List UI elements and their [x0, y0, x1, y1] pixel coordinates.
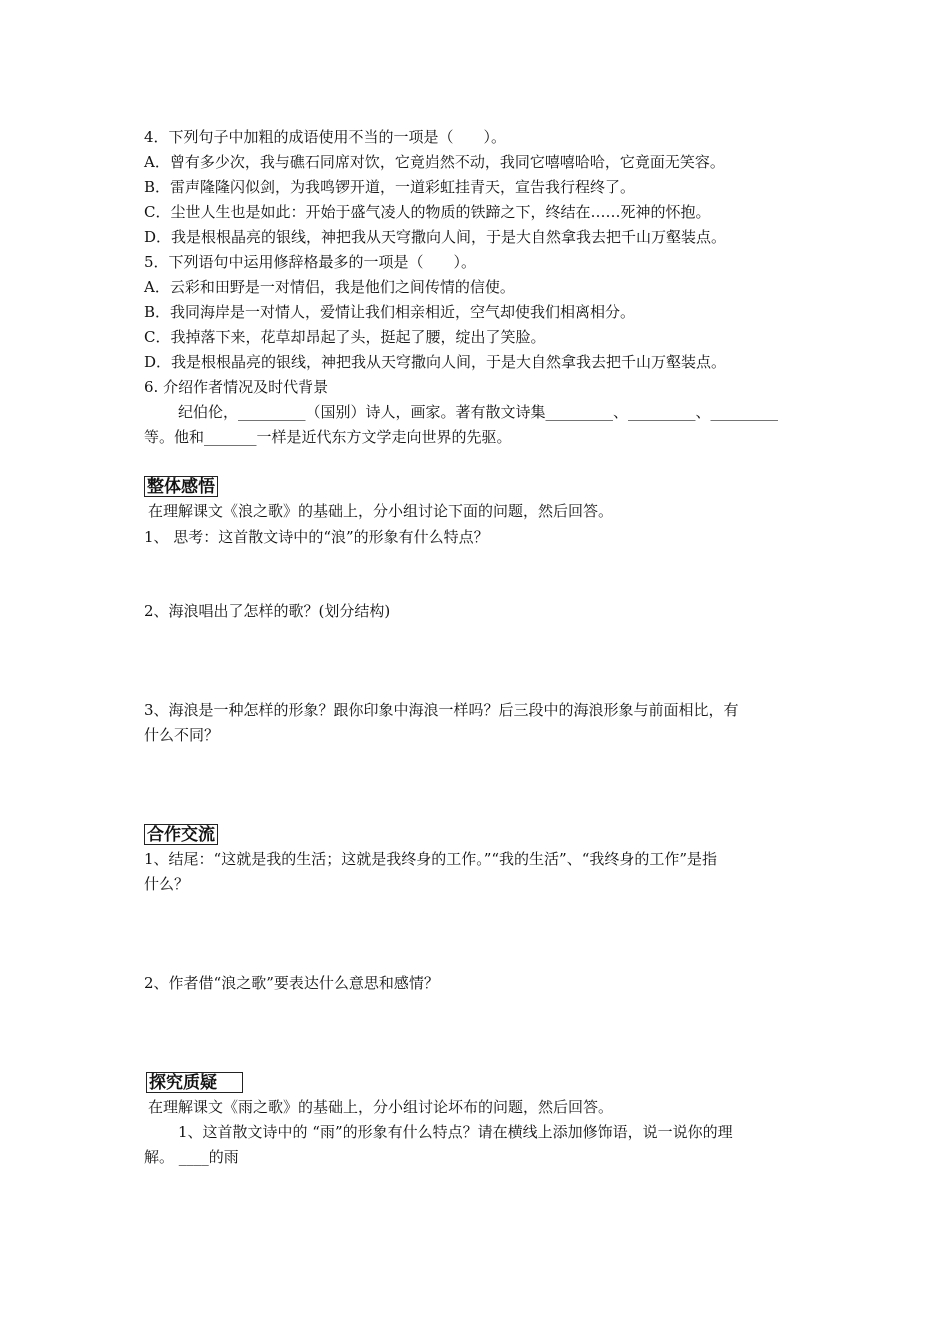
section2-question-2: 2、作者借“浪之歌”要表达什么意思和感情？ — [144, 974, 439, 992]
q5-option-a: A．云彩和田野是一对情侣，我是他们之间传情的信使。 — [144, 278, 515, 296]
section-heading-cooperation: 合作交流 — [144, 824, 218, 845]
section1-question-1: 1、 思考：这首散文诗中的“浪”的形象有什么特点？ — [144, 528, 489, 546]
q6-fill-line-2: 等。他和_______一样是近代东方文学走向世界的先驱。 — [144, 428, 512, 446]
section1-question-3-line-2: 什么不同？ — [144, 726, 220, 744]
q5-stem: 5．下列语句中运用修辞格最多的一项是（ ）。 — [144, 253, 477, 271]
section1-question-3-line-1: 3、海浪是一种怎样的形象？跟你印象中海浪一样吗？后三段中的海浪形象与前面相比，有 — [144, 701, 739, 719]
section2-question-1-line-2: 什么？ — [144, 875, 190, 893]
q4-option-c: C．尘世人生也是如此：开始于盛气凌人的物质的铁蹄之下，终结在……死神的怀抱。 — [144, 203, 711, 221]
section3-question-1-line-2: 解。 ____的雨 — [144, 1148, 239, 1166]
q4-option-b: B．雷声隆隆闪似剑，为我鸣锣开道，一道彩虹挂青天，宣告我行程终了。 — [144, 178, 636, 196]
section-heading-overall: 整体感悟 — [144, 476, 218, 497]
q6-title: 6. 介绍作者情况及时代背景 — [144, 378, 329, 396]
section-heading-inquiry: 探究质疑 — [146, 1072, 243, 1093]
q6-fill-line-1: 纪伯伦，_________（国别）诗人，画家。著有散文诗集_________、_________、_________ — [178, 403, 779, 421]
section2-question-1-line-1: 1、结尾：“这就是我的生活；这就是我终身的工作。”“我的生活”、“我终身的工作”是指 — [144, 850, 718, 868]
q4-option-d: D．我是根根晶亮的银线，神把我从天穹撒向人间，于是大自然拿我去把千山万壑装点。 — [144, 228, 727, 246]
section1-intro: 在理解课文《浪之歌》的基础上，分小组讨论下面的问题，然后回答。 — [148, 502, 614, 520]
section3-intro: 在理解课文《雨之歌》的基础上，分小组讨论坏布的问题，然后回答。 — [148, 1098, 614, 1116]
q4-option-a: A．曾有多少次，我与礁石同席对饮，它竟岿然不动，我同它嘻嘻哈哈，它竟面无笑容。 — [144, 153, 725, 171]
section1-question-2: 2、海浪唱出了怎样的歌？(划分结构) — [144, 602, 391, 620]
q5-option-c: C．我掉落下来，花草却昂起了头，挺起了腰，绽出了笑脸。 — [144, 328, 546, 346]
q4-stem: 4．下列句子中加粗的成语使用不当的一项是（ ）。 — [144, 128, 507, 146]
section3-question-1-line-1: 1、这首散文诗中的 “雨”的形象有什么特点？请在横线上添加修饰语，说一说你的理 — [178, 1123, 733, 1141]
q5-option-b: B．我同海岸是一对情人，爱情让我们相亲相近，空气却使我们相离相分。 — [144, 303, 636, 321]
q5-option-d: D．我是根根晶亮的银线，神把我从天穹撒向人间，于是大自然拿我去把千山万壑装点。 — [144, 353, 727, 371]
